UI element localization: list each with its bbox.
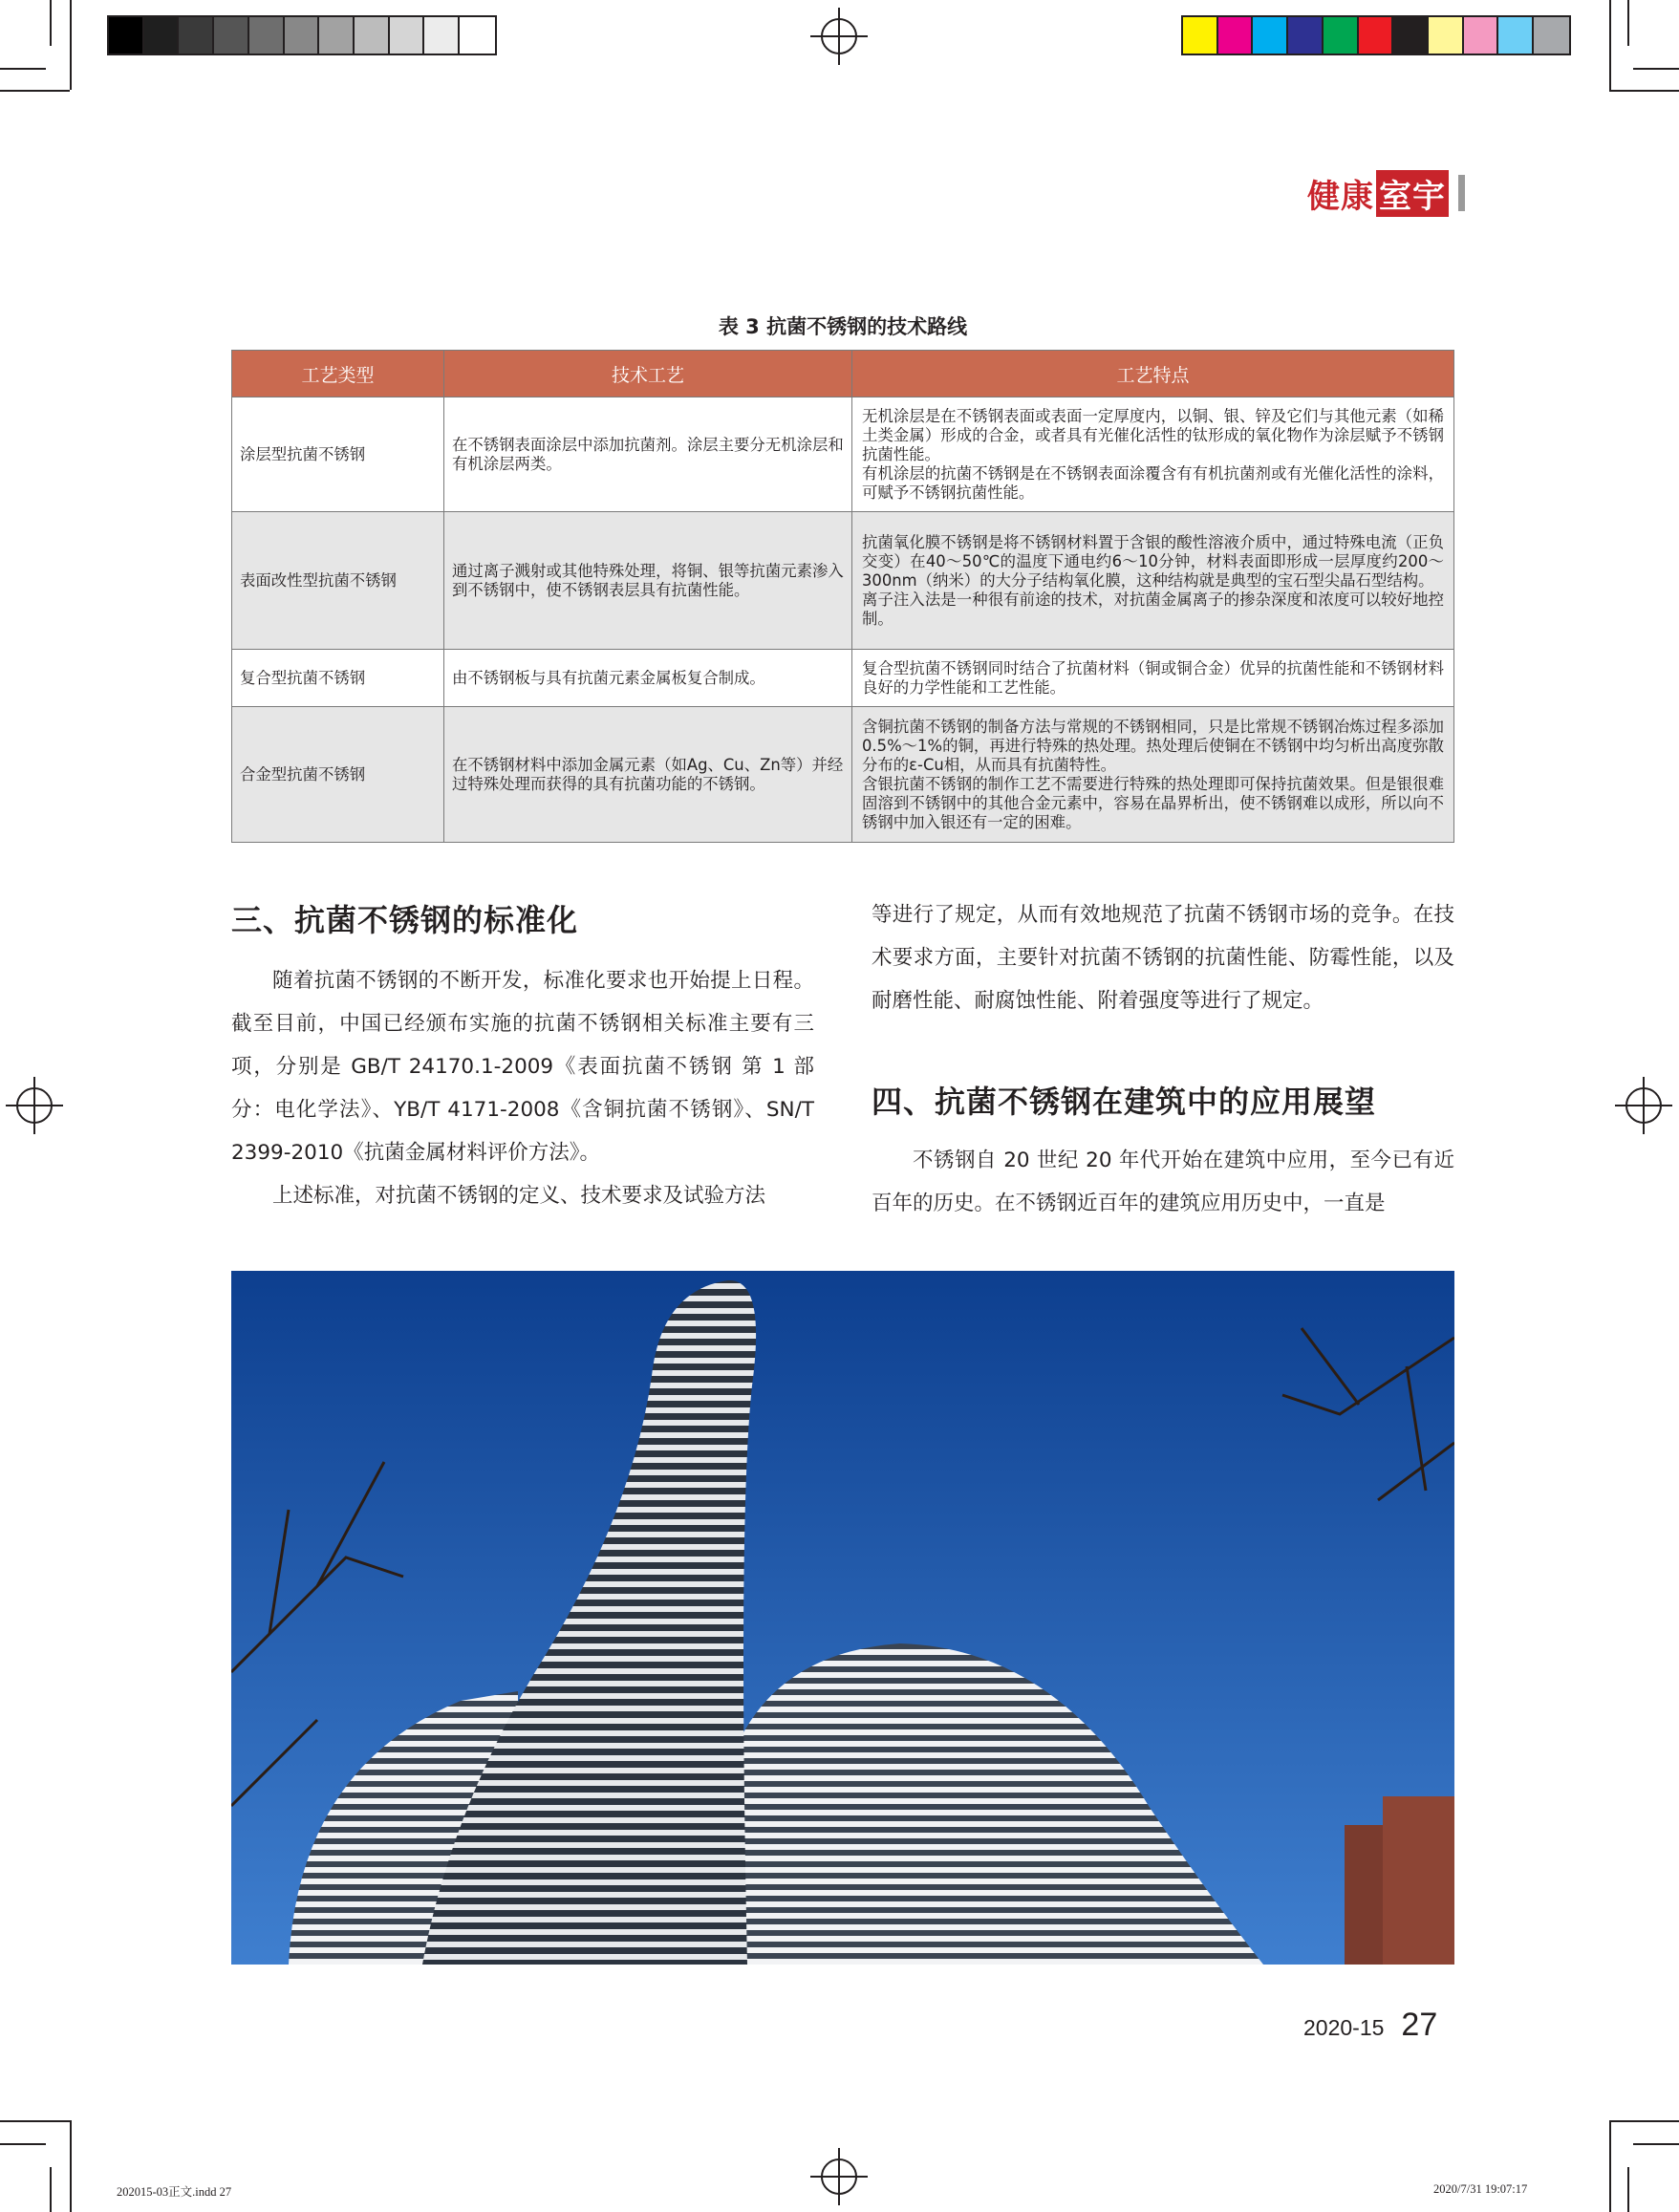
color-swatch — [1359, 17, 1394, 54]
left-column — [231, 959, 814, 1217]
table-caption: 表 3 抗菌不锈钢的技术路线 — [718, 315, 968, 338]
color-swatch — [355, 17, 390, 54]
table-row — [232, 397, 1454, 512]
color-swatch — [424, 17, 460, 54]
color-swatch — [285, 17, 320, 54]
registration-mark-bottom-icon — [810, 2148, 868, 2205]
color-swatch — [1498, 17, 1534, 54]
color-swatch — [249, 17, 285, 54]
section4-heading: 四、抗菌不锈钢在建筑中的应用展望 — [872, 1084, 1377, 1120]
section3-paragraph-1: 随着抗菌不锈钢的不断开发，标准化要求也开始提上日程。截至目前，中国已经颁布实施的抗菌不锈钢相关标准主要有三项，分别是 GB/T 24170.1-2009《表面抗菌不锈钢 第 1 部分：电化学法》、YB/T 4171-2008《含铜抗菌不锈钢》、SN/T 2399-2010《抗菌金属材料评价方法》。 — [231, 969, 814, 1165]
cell-features — [852, 397, 1454, 512]
header-technique: 技术工艺 — [444, 351, 852, 397]
registration-mark-left-icon — [6, 1077, 63, 1134]
color-swatch — [1218, 17, 1254, 54]
section3-paragraph-2: 上述标准，对抗菌不锈钢的定义、技术要求及试验方法 — [272, 1184, 766, 1208]
technology-route-table — [231, 350, 1454, 843]
cell-type: 复合型抗菌不锈钢 — [232, 650, 444, 707]
color-swatch — [1288, 17, 1324, 54]
magazine-brand — [1307, 172, 1465, 214]
cell-process: 在不锈钢材料中添加金属元素（如Ag、Cu、Zn等）并经过特殊处理而获得的具有抗菌功能的不锈钢。 — [444, 707, 852, 843]
color-swatch — [1324, 17, 1359, 54]
building-illustration — [231, 1271, 1454, 1965]
feature-paragraph: 离子注入法是一种很有前途的技术，对抗菌金属离子的掺杂深度和浓度可以较好地控制。 — [862, 590, 1444, 628]
issue-number: 2020-15 — [1303, 2015, 1385, 2040]
table-row — [232, 512, 1454, 650]
cell-process: 在不锈钢表面涂层中添加抗菌剂。涂层主要分无机涂层和有机涂层两类。 — [444, 397, 852, 512]
feature-paragraph: 有机涂层的抗菌不锈钢是在不锈钢表面涂覆含有有机抗菌剂或有光催化活性的涂料，可赋予不锈钢抗菌性能。 — [862, 463, 1444, 502]
registration-mark-right-icon — [1615, 1077, 1672, 1134]
section3-paragraph-2-continued: 等进行了规定，从而有效地规范了抗菌不锈钢市场的竞争。在技术要求方面，主要针对抗菌不锈钢的抗菌性能、防霉性能，以及耐磨性能、耐腐蚀性能、附着强度等进行了规定。 — [872, 903, 1454, 1013]
color-swatch — [1183, 17, 1218, 54]
color-swatch — [179, 17, 214, 54]
brand-bar — [1458, 175, 1465, 211]
color-swatch — [1429, 17, 1464, 54]
feature-paragraph: 无机涂层是在不锈钢表面或表面一定厚度内，以铜、银、锌及它们与其他元素（如稀土类金属）形成的合金，或者具有光催化活性的钛形成的氧化物作为涂层赋予不锈钢抗菌性能。 — [862, 406, 1444, 463]
cell-process: 由不锈钢板与具有抗菌元素金属板复合制成。 — [444, 650, 852, 707]
feature-paragraph: 复合型抗菌不锈钢同时结合了抗菌材料（铜或铜合金）优异的抗菌性能和不锈钢材料良好的力学性能和工艺性能。 — [862, 658, 1444, 697]
registration-mark-top-icon — [810, 8, 868, 65]
feature-paragraph: 含银抗菌不锈钢的制作工艺不需要进行特殊的热处理即可保持抗菌效果。但是银很难固溶到不锈钢中的其他合金元素中，容易在晶界析出，使不锈钢难以成形，所以向不锈钢中加入银还有一定的困难。 — [862, 774, 1444, 831]
slug-timestamp: 2020/7/31 19:07:17 — [1433, 2182, 1528, 2196]
color-swatch — [1393, 17, 1429, 54]
gray-color-bar — [107, 15, 497, 55]
feature-paragraph: 抗菌氧化膜不锈钢是将不锈钢材料置于含银的酸性溶液介质中，通过特殊电流（正负交变）在40～50℃的温度下通电约6～10分钟，材料表面即形成一层厚度约200～300nm（纳米）的大分子结构氧化膜，这种结构就是典型的宝石型尖晶石型结构。 — [862, 532, 1444, 590]
cell-features — [852, 707, 1454, 843]
color-swatch — [1464, 17, 1499, 54]
color-swatch — [109, 17, 144, 54]
slug-file-name: 202015-03正文.indd 27 — [117, 2185, 232, 2199]
color-swatch — [1253, 17, 1288, 54]
header-features: 工艺特点 — [852, 351, 1454, 397]
building-photo — [231, 1271, 1454, 1965]
cell-type: 表面改性型抗菌不锈钢 — [232, 512, 444, 650]
cell-type: 涂层型抗菌不锈钢 — [232, 397, 444, 512]
right-column-top — [872, 893, 1454, 1022]
table-row — [232, 707, 1454, 843]
cell-features — [852, 650, 1454, 707]
header-process-type: 工艺类型 — [232, 351, 444, 397]
feature-paragraph: 含铜抗菌不锈钢的制备方法与常规的不锈钢相同，只是比常规不锈钢冶炼过程多添加0.5%～1%的铜，再进行特殊的热处理。热处理后使铜在不锈钢中均匀析出高度弥散分布的ε-Cu相，从而具有抗菌特性。 — [862, 717, 1444, 774]
page-folio — [1303, 2007, 1437, 2044]
brand-text-part1: 健康 — [1307, 177, 1374, 216]
section4-paragraph-1: 不锈钢自 20 世纪 20 年代开始在建筑中应用，至今已有近百年的历史。在不锈钢近百年的建筑应用历史中，一直是 — [872, 1149, 1454, 1215]
right-column-bottom — [872, 1139, 1454, 1225]
color-swatch — [214, 17, 249, 54]
table-row — [232, 650, 1454, 707]
cell-type: 合金型抗菌不锈钢 — [232, 707, 444, 843]
color-swatch — [144, 17, 180, 54]
color-swatch — [390, 17, 425, 54]
brand-text-part2: 室宇 — [1376, 170, 1449, 217]
color-swatch — [319, 17, 355, 54]
section3-heading: 三、抗菌不锈钢的标准化 — [231, 902, 579, 938]
color-swatch — [1534, 17, 1569, 54]
table-header-row — [232, 351, 1454, 397]
page-number: 27 — [1401, 2007, 1438, 2043]
process-color-bar — [1181, 15, 1571, 55]
cell-process: 通过离子溅射或其他特殊处理，将铜、银等抗菌元素渗入到不锈钢中，使不锈钢表层具有抗菌性能。 — [444, 512, 852, 650]
color-swatch — [460, 17, 495, 54]
cell-features — [852, 512, 1454, 650]
